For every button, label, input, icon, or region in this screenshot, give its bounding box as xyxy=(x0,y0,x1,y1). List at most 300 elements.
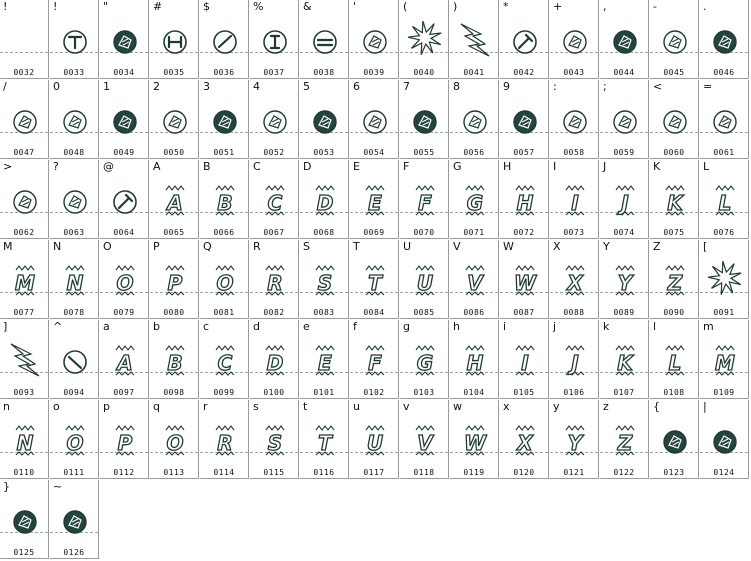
glyph-char-label: r xyxy=(203,400,208,413)
glyph-code-label: 0064 xyxy=(113,228,135,237)
glyph-code-label: 0117 xyxy=(363,468,385,477)
badge-light-icon xyxy=(454,93,496,139)
glyph-cell xyxy=(700,320,749,399)
badge-dark-icon xyxy=(104,13,146,59)
badge-dark-icon xyxy=(204,93,246,139)
glyph-char-label: ; xyxy=(603,80,607,93)
glyph-cell xyxy=(650,320,699,399)
glyph-char-label: v xyxy=(403,400,410,413)
glyph-code-label: 0110 xyxy=(13,468,35,477)
glyph-char-label: ! xyxy=(53,0,58,13)
glyph-code-label: 0091 xyxy=(713,308,735,317)
glyph-letter-text: W xyxy=(463,431,487,455)
glyph-code-label: 0067 xyxy=(263,228,285,237)
glyph-char-label: q xyxy=(153,400,160,413)
glyph-letter-text: A xyxy=(167,191,183,215)
glyph-code-label: 0058 xyxy=(563,148,585,157)
glyph-cell xyxy=(50,400,99,479)
badge-light-icon xyxy=(54,93,96,139)
glyph-code-label: 0112 xyxy=(113,468,135,477)
glyph-preview xyxy=(454,173,496,219)
glyph-preview xyxy=(354,333,396,379)
glyph-cell xyxy=(400,160,449,239)
glyph-char-label: X xyxy=(553,240,561,253)
glyph-code-label: 0055 xyxy=(413,148,435,157)
glyph-char-label: R xyxy=(253,240,261,253)
glyph-cell xyxy=(500,80,549,159)
glyph-preview xyxy=(204,413,246,459)
glyph-cell xyxy=(500,0,549,79)
glyph-char-label: % xyxy=(253,0,264,13)
glyph-preview xyxy=(554,173,596,219)
glyph-code-label: 0119 xyxy=(463,468,485,477)
glyph-preview xyxy=(404,173,446,219)
glyph-cell xyxy=(50,320,99,399)
glyph-code-label: 0070 xyxy=(413,228,435,237)
glyph-code-label: 0034 xyxy=(113,68,135,77)
glyph-code-label: 0069 xyxy=(363,228,385,237)
glyph-code-label: 0062 xyxy=(13,228,35,237)
glyph-cell xyxy=(250,160,299,239)
glyph-cell xyxy=(50,240,99,319)
badge-light-icon xyxy=(654,93,696,139)
glyph-char-label: j xyxy=(553,320,557,333)
glyph-code-label: 0051 xyxy=(213,148,235,157)
glyph-cell xyxy=(450,320,499,399)
glyph-letter-text: I xyxy=(521,351,529,375)
glyph-preview xyxy=(154,413,196,459)
glyph-cell xyxy=(500,240,549,319)
glyph-char-label: c xyxy=(203,320,210,333)
glyph-char-label: g xyxy=(403,320,410,333)
glyph-letter-text: S xyxy=(317,271,333,295)
glyph-char-label: p xyxy=(103,400,110,413)
glyph-cell xyxy=(700,80,749,159)
badge-light-icon xyxy=(4,93,46,139)
badge-dark-icon xyxy=(604,13,646,59)
glyph-cell xyxy=(600,320,649,399)
glyph-preview xyxy=(704,333,746,379)
glyph-char-label: T xyxy=(353,240,360,253)
glyph-preview xyxy=(354,413,396,459)
glyph-char-label: } xyxy=(3,480,10,493)
glyph-code-label: 0115 xyxy=(263,468,285,477)
glyph-char-label: y xyxy=(553,400,560,413)
badge-dark-icon xyxy=(54,493,96,539)
glyph-char-label: k xyxy=(603,320,610,333)
glyph-preview xyxy=(304,253,346,299)
glyph-char-label: F xyxy=(403,160,410,173)
glyph-char-label: G xyxy=(453,160,462,173)
glyph-letter-text: K xyxy=(667,191,683,215)
glyph-letter-text: Z xyxy=(617,431,633,455)
glyph-char-label: B xyxy=(203,160,211,173)
glyph-cell xyxy=(200,240,249,319)
glyph-cell xyxy=(150,80,199,159)
glyph-preview xyxy=(254,253,296,299)
glyph-code-label: 0072 xyxy=(513,228,535,237)
glyph-char-label: Y xyxy=(603,240,610,253)
glyph-code-label: 0102 xyxy=(363,388,385,397)
glyph-preview xyxy=(354,253,396,299)
badge-light-icon xyxy=(604,93,646,139)
glyph-code-label: 0123 xyxy=(663,468,685,477)
glyph-code-label: 0104 xyxy=(463,388,485,397)
glyph-cell xyxy=(200,0,249,79)
badge-dark-icon xyxy=(704,13,746,59)
badge-light-icon xyxy=(4,173,46,219)
glyph-code-label: 0032 xyxy=(13,68,35,77)
glyph-char-label: a xyxy=(103,320,110,333)
glyph-preview xyxy=(504,413,546,459)
glyph-code-label: 0125 xyxy=(13,548,35,557)
glyph-char-label: b xyxy=(153,320,160,333)
glyph-char-label: [ xyxy=(703,240,708,253)
glyph-code-label: 0121 xyxy=(563,468,585,477)
glyph-cell xyxy=(450,240,499,319)
badge-dark-icon xyxy=(704,413,746,459)
glyph-char-label: & xyxy=(303,0,312,13)
glyph-letter-text: F xyxy=(418,191,432,215)
glyph-code-label: 0044 xyxy=(613,68,635,77)
glyph-cell xyxy=(300,400,349,479)
glyph-preview xyxy=(204,173,246,219)
glyph-code-label: 0124 xyxy=(713,468,735,477)
glyph-letter-text: F xyxy=(368,351,382,375)
starburst-icon xyxy=(704,253,746,299)
glyph-code-label: 0037 xyxy=(263,68,285,77)
glyph-cell xyxy=(350,160,399,239)
glyph-letter-text: M xyxy=(715,351,735,375)
glyph-char-label: U xyxy=(403,240,412,253)
glyph-code-label: 0049 xyxy=(113,148,135,157)
glyph-cell xyxy=(650,0,699,79)
glyph-preview xyxy=(254,173,296,219)
glyph-code-label: 0082 xyxy=(263,308,285,317)
glyph-preview xyxy=(304,333,346,379)
glyph-cell xyxy=(500,400,549,479)
glyph-code-label: 0116 xyxy=(313,468,335,477)
glyph-code-label: 0078 xyxy=(63,308,85,317)
glyph-preview xyxy=(604,333,646,379)
circle-slash-icon xyxy=(54,333,96,379)
glyph-char-label: 4 xyxy=(253,80,260,93)
glyph-letter-text: J xyxy=(621,191,629,215)
circle-hammer-icon xyxy=(104,173,146,219)
glyph-code-label: 0086 xyxy=(463,308,485,317)
glyph-code-label: 0060 xyxy=(663,148,685,157)
glyph-cell xyxy=(650,160,699,239)
glyph-cell xyxy=(50,480,99,559)
glyph-letter-text: C xyxy=(267,191,283,215)
glyph-letter-text: H xyxy=(466,351,484,375)
glyph-cell xyxy=(650,240,699,319)
glyph-cell xyxy=(150,240,199,319)
glyph-code-label: 0038 xyxy=(313,68,335,77)
glyph-code-label: 0066 xyxy=(213,228,235,237)
glyph-preview xyxy=(204,333,246,379)
glyph-char-label: l xyxy=(653,320,657,333)
glyph-char-label: ? xyxy=(53,160,59,173)
glyph-letter-text: T xyxy=(318,431,332,455)
glyph-letter-text: B xyxy=(167,351,183,375)
glyph-char-label: ~ xyxy=(53,480,63,493)
glyph-char-label: C xyxy=(253,160,261,173)
glyph-code-label: 0087 xyxy=(513,308,535,317)
blank-icon xyxy=(4,13,46,59)
glyph-char-label: 7 xyxy=(403,80,410,93)
glyph-char-label: | xyxy=(703,400,707,413)
circle-hammer-icon xyxy=(504,13,546,59)
glyph-cell xyxy=(450,160,499,239)
glyph-char-label: 2 xyxy=(153,80,160,93)
glyph-code-label: 0063 xyxy=(63,228,85,237)
glyph-code-label: 0047 xyxy=(13,148,35,157)
glyph-char-label: i xyxy=(503,320,507,333)
glyph-code-label: 0033 xyxy=(63,68,85,77)
glyph-preview xyxy=(104,253,146,299)
glyph-code-label: 0100 xyxy=(263,388,285,397)
glyph-letter-text: S xyxy=(267,431,283,455)
glyph-char-label: A xyxy=(153,160,161,173)
badge-light-icon xyxy=(704,93,746,139)
glyph-char-label: Z xyxy=(653,240,661,253)
glyph-letter-text: J xyxy=(571,351,579,375)
glyph-code-label: 0107 xyxy=(613,388,635,397)
glyph-code-label: 0075 xyxy=(663,228,685,237)
glyph-char-label: s xyxy=(253,400,259,413)
glyph-letter-text: H xyxy=(516,191,534,215)
circle-letter-T-icon xyxy=(54,13,96,59)
glyph-letter-text: E xyxy=(318,351,332,375)
glyph-code-label: 0054 xyxy=(363,148,385,157)
glyph-preview xyxy=(154,173,196,219)
glyph-cell xyxy=(0,0,49,79)
badge-light-icon xyxy=(354,93,396,139)
glyph-cell xyxy=(100,160,149,239)
glyph-preview xyxy=(554,253,596,299)
glyph-code-label: 0065 xyxy=(163,228,185,237)
glyph-code-label: 0061 xyxy=(713,148,735,157)
glyph-code-label: 0056 xyxy=(463,148,485,157)
zigzag-burst-icon xyxy=(4,333,46,379)
glyph-code-label: 0053 xyxy=(313,148,335,157)
glyph-cell xyxy=(300,160,349,239)
glyph-code-label: 0045 xyxy=(663,68,685,77)
glyph-letter-text: O xyxy=(116,271,134,295)
glyph-cell xyxy=(100,320,149,399)
glyph-cell xyxy=(700,0,749,79)
glyph-preview xyxy=(4,413,46,459)
circle-letter-I-icon xyxy=(254,13,296,59)
glyph-char-label: W xyxy=(503,240,514,253)
glyph-code-label: 0120 xyxy=(513,468,535,477)
glyph-preview xyxy=(504,173,546,219)
glyph-char-label: d xyxy=(253,320,260,333)
glyph-code-label: 0073 xyxy=(563,228,585,237)
glyph-char-label: e xyxy=(303,320,310,333)
glyph-preview xyxy=(4,253,46,299)
glyph-cell xyxy=(600,240,649,319)
glyph-code-label: 0068 xyxy=(313,228,335,237)
glyph-code-label: 0089 xyxy=(613,308,635,317)
glyph-letter-text: X xyxy=(567,271,583,295)
glyph-code-label: 0071 xyxy=(463,228,485,237)
badge-dark-icon xyxy=(4,493,46,539)
glyph-cell xyxy=(650,80,699,159)
glyph-cell xyxy=(450,400,499,479)
glyph-cell xyxy=(150,320,199,399)
glyph-cell xyxy=(350,80,399,159)
glyph-cell xyxy=(450,0,499,79)
glyph-cell xyxy=(700,400,749,479)
glyph-cell xyxy=(0,80,49,159)
glyph-code-label: 0046 xyxy=(713,68,735,77)
glyph-char-label: { xyxy=(653,400,660,413)
glyph-char-label: ) xyxy=(453,0,458,13)
glyph-letter-text: N xyxy=(66,271,84,295)
glyph-cell xyxy=(50,160,99,239)
glyph-code-label: 0050 xyxy=(163,148,185,157)
glyph-char-label: I xyxy=(553,160,557,173)
glyph-code-label: 0085 xyxy=(413,308,435,317)
glyph-letter-text: B xyxy=(217,191,233,215)
glyph-letter-text: N xyxy=(16,431,34,455)
glyph-cell xyxy=(600,80,649,159)
glyph-cell xyxy=(600,160,649,239)
glyph-code-label: 0093 xyxy=(13,388,35,397)
glyph-char-label: L xyxy=(703,160,710,173)
glyph-char-label: 1 xyxy=(103,80,110,93)
glyph-cell xyxy=(700,160,749,239)
glyph-letter-text: O xyxy=(66,431,84,455)
glyph-letter-text: A xyxy=(117,351,133,375)
glyph-code-label: 0041 xyxy=(463,68,485,77)
glyph-cell xyxy=(550,160,599,239)
glyph-letter-text: Y xyxy=(617,271,633,295)
glyph-cell xyxy=(300,0,349,79)
glyph-preview xyxy=(54,253,96,299)
glyph-char-label: 6 xyxy=(353,80,360,93)
glyph-code-label: 0059 xyxy=(613,148,635,157)
glyph-cell xyxy=(300,320,349,399)
glyph-cell xyxy=(400,0,449,79)
badge-dark-icon xyxy=(304,93,346,139)
glyph-cell xyxy=(650,400,699,479)
glyph-char-label: > xyxy=(3,160,13,173)
glyph-preview xyxy=(204,253,246,299)
glyph-char-label: 5 xyxy=(303,80,310,93)
glyph-code-label: 0081 xyxy=(213,308,235,317)
glyph-cell xyxy=(550,0,599,79)
circle-T-bar-icon xyxy=(304,13,346,59)
glyph-char-label: J xyxy=(603,160,607,173)
glyph-preview xyxy=(654,253,696,299)
badge-light-icon xyxy=(254,93,296,139)
glyph-letter-text: V xyxy=(467,271,483,295)
badge-dark-icon xyxy=(404,93,446,139)
glyph-cell xyxy=(300,240,349,319)
glyph-cell xyxy=(0,480,49,559)
glyph-cell xyxy=(0,400,49,479)
glyph-preview xyxy=(454,333,496,379)
glyph-code-label: 0103 xyxy=(413,388,435,397)
glyph-code-label: 0035 xyxy=(163,68,185,77)
glyph-code-label: 0114 xyxy=(213,468,235,477)
glyph-cell xyxy=(100,0,149,79)
glyph-char-label: < xyxy=(653,80,663,93)
glyph-char-label: u xyxy=(353,400,360,413)
glyph-code-label: 0079 xyxy=(113,308,135,317)
glyph-cell xyxy=(200,80,249,159)
glyph-char-label: ] xyxy=(3,320,8,333)
glyph-char-label: ( xyxy=(403,0,408,13)
glyph-letter-text: Z xyxy=(667,271,683,295)
glyph-code-label: 0057 xyxy=(513,148,535,157)
glyph-preview xyxy=(304,173,346,219)
glyph-cell xyxy=(600,0,649,79)
glyph-preview xyxy=(154,253,196,299)
glyph-char-label: f xyxy=(353,320,357,333)
glyph-preview xyxy=(54,413,96,459)
glyph-cell xyxy=(250,0,299,79)
glyph-cell xyxy=(400,80,449,159)
glyph-cell xyxy=(250,80,299,159)
glyph-letter-text: G xyxy=(466,191,484,215)
glyph-char-label: . xyxy=(703,0,707,13)
glyph-char-label: @ xyxy=(103,160,114,173)
glyph-preview xyxy=(504,333,546,379)
glyph-preview xyxy=(604,413,646,459)
glyph-code-label: 0076 xyxy=(713,228,735,237)
glyph-char-label: Q xyxy=(203,240,212,253)
glyph-cell xyxy=(350,240,399,319)
glyph-code-label: 0080 xyxy=(163,308,185,317)
glyph-cell xyxy=(400,240,449,319)
circle-check-icon xyxy=(204,13,246,59)
badge-light-icon xyxy=(554,93,596,139)
glyph-char-label: / xyxy=(3,80,7,93)
glyph-cell xyxy=(350,0,399,79)
glyph-char-label: ' xyxy=(353,0,357,13)
glyph-letter-text: V xyxy=(417,431,433,455)
glyph-letter-text: K xyxy=(617,351,633,375)
glyph-code-label: 0040 xyxy=(413,68,435,77)
glyph-char-label: H xyxy=(503,160,512,173)
glyph-letter-text: T xyxy=(368,271,382,295)
glyph-letter-text: R xyxy=(267,271,283,295)
glyph-char-label: M xyxy=(3,240,13,253)
glyph-code-label: 0108 xyxy=(663,388,685,397)
glyph-cell xyxy=(550,240,599,319)
glyph-preview xyxy=(404,333,446,379)
glyph-char-label: V xyxy=(453,240,461,253)
glyph-cell xyxy=(550,320,599,399)
glyph-cell xyxy=(550,80,599,159)
glyph-code-label: 0109 xyxy=(713,388,735,397)
glyph-letter-text: L xyxy=(668,351,682,375)
glyph-char-label: o xyxy=(53,400,60,413)
glyph-code-label: 0074 xyxy=(613,228,635,237)
glyph-code-label: 0094 xyxy=(63,388,85,397)
glyph-preview xyxy=(454,413,496,459)
glyph-cell xyxy=(50,0,99,79)
badge-light-icon xyxy=(54,173,96,219)
zigzag-burst-icon xyxy=(454,13,496,59)
glyph-code-label: 0043 xyxy=(563,68,585,77)
glyph-char-label: ! xyxy=(3,0,8,13)
glyph-cell xyxy=(0,240,49,319)
